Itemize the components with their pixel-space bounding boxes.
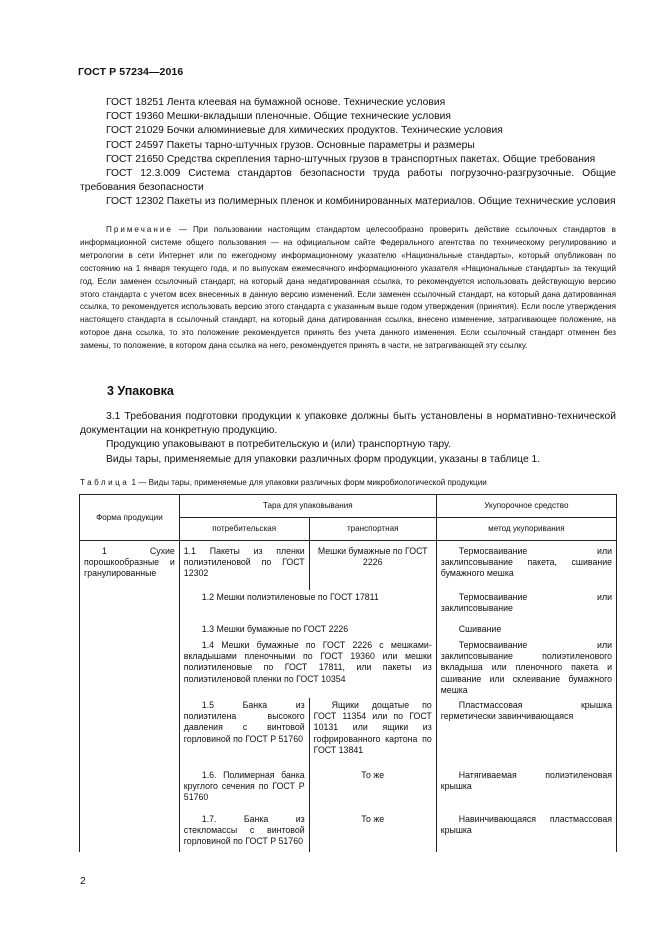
tara-cell: 1.4 Мешки бумажные по ГОСТ 2226 с мешками-вкладышами пленочными по ГОСТ 19360 или мешки полиэтиленовые по ГОСТ 17811, или пакеты из полиэтиленовой пленки по ГОСТ 10354: [179, 638, 436, 698]
reference-item: ГОСТ 12.3.009 Система стандартов безопасности труда работы погрузочно-разгрузочные. Общие требования безопасности: [80, 168, 616, 194]
reference-item: ГОСТ 21029 Бочки алюминиевые для химических продуктов. Технические условия: [106, 125, 503, 137]
document-code: ГОСТ Р 57234—2016: [78, 66, 184, 78]
table-caption-text: 1 — Виды тары, применяемые для упаковки различных форм микробиологической продукции: [129, 478, 487, 487]
header-tara: Тара для упаковывания: [179, 495, 436, 518]
note-label: Примечание: [106, 225, 173, 234]
references-list: [80, 96, 616, 210]
closure-cell: Натягиваемая полиэтиленовая крышка: [436, 768, 616, 812]
closure-cell: Сшивание: [436, 622, 616, 638]
header-form: Форма продукции: [80, 495, 180, 541]
closure-cell: Термосваивание или заклипсовывание полиэтиленового вкладыша или пленочного пакета и сшивание или склеивание бумажного мешка: [436, 638, 616, 698]
consumer-cell: 1.5 Банка из полиэтилена высокого давления с винтовой горловиной по ГОСТ Р 51760: [179, 698, 309, 768]
product-form-cell: 1 Сухие порошкообразные и гранулированные: [80, 541, 180, 853]
section-heading: 3 Упаковка: [107, 384, 174, 398]
note-text: — При пользовании настоящим стандартом целесообразно проверить действие ссылочных стандартов в информационной системе общего пользования — на официальном сайте Федерального агентства по техническому регулированию и метрологии в сети Интернет или по ежегодному информационному указателю «Национальные стандарты», который опубликован по состоянию на 1 января текущего года, и по выпускам ежемесячного информационного указателя «Национальные стандарты» за текущий год. Если заменен ссылочный стандарт, на который дана недатированная ссылка, то рекомендуется использовать действующую версию этого стандарта с учетом всех внесенных в данную версию изменений. Если заменен ссылочный стандарт, на который дана датированная ссылка, то рекомендуется использовать версию этого стандарта с указанным выше годом утверждения (принятия). Если после утверждения настоящего стандарта в ссылочный стандарт, на который дана датированная ссылка, внесено изменение, затрагивающее положение, на которое дана ссылка, то это положение рекомендуется принять без учета данного изменения. Если ссылочный стандарт отменен без замены, то положение, в котором дана ссылка на него, рекомендуется принять в части, не затрагивающей эту ссылку.: [80, 225, 616, 351]
header-closure: Укупорочное средство: [436, 495, 616, 518]
body-paragraph: Продукцию упаковывают в потребительскую и (или) транспортную тару.: [106, 439, 452, 451]
closure-cell: Термосваивание или заклипсовывание пакета, сшивание бумажного мешка: [436, 541, 616, 591]
consumer-cell: 1.6. Полимерная банка круглого сечения по ГОСТ Р 51760: [179, 768, 309, 812]
tara-cell: 1.2 Мешки полиэтиленовые по ГОСТ 17811: [179, 590, 436, 622]
closure-cell: Пластмассовая крышка герметически завинчивающаяся: [436, 698, 616, 768]
reference-item: ГОСТ 21650 Средства скрепления тарно-штучных грузов в транспортных пакетах. Общие требования: [106, 153, 596, 165]
consumer-cell: 1.1 Пакеты из пленки полиэтиленовой по ГОСТ 12302: [179, 541, 309, 591]
transport-cell: То же: [309, 812, 436, 852]
tara-cell: 1.3 Мешки бумажные по ГОСТ 2226: [179, 622, 436, 638]
table-caption: [80, 478, 616, 487]
reference-item: ГОСТ 24597 Пакеты тарно-штучных грузов. Основные параметры и размеры: [106, 139, 475, 151]
table-caption-label: Таблица: [80, 478, 130, 487]
body-paragraph: 3.1 Требования подготовки продукции к упаковке должны быть установлены в нормативно-технической документации на конкретную продукцию.: [80, 411, 616, 437]
page-number: 2: [80, 876, 86, 887]
transport-cell: Ящики дощатые по ГОСТ 11354 или по ГОСТ 10131 или ящики из гофрированного картона по ГОСТ 13841: [309, 698, 436, 768]
packaging-table: [79, 494, 617, 852]
consumer-cell: 1.7. Банка из стекломассы с винтовой горловиной по ГОСТ Р 51760: [179, 812, 309, 852]
header-transport: транспортная: [309, 518, 436, 541]
reference-item: ГОСТ 19360 Мешки-вкладыши пленочные. Общие технические условия: [106, 111, 451, 123]
transport-cell: То же: [309, 768, 436, 812]
header-method: метод укупоривания: [436, 518, 616, 541]
header-consumer: потребительская: [179, 518, 309, 541]
section-body: [80, 410, 616, 467]
reference-item: ГОСТ 12302 Пакеты из полимерных пленок и комбинированных материалов. Общие технические условия: [106, 196, 616, 208]
transport-cell: Мешки бумажные по ГОСТ 2226: [309, 541, 436, 591]
body-paragraph: Виды тары, применяемые для упаковки различных форм продукции, указаны в таблице 1.: [106, 453, 541, 465]
closure-cell: Навинчивающаяся пластмассовая крышка: [436, 812, 616, 852]
reference-item: ГОСТ 18251 Лента клеевая на бумажной основе. Технические условия: [106, 97, 446, 108]
note-paragraph: [80, 224, 616, 353]
table-row: [80, 541, 617, 591]
closure-cell: Термосваивание или заклипсовывание: [436, 590, 616, 622]
